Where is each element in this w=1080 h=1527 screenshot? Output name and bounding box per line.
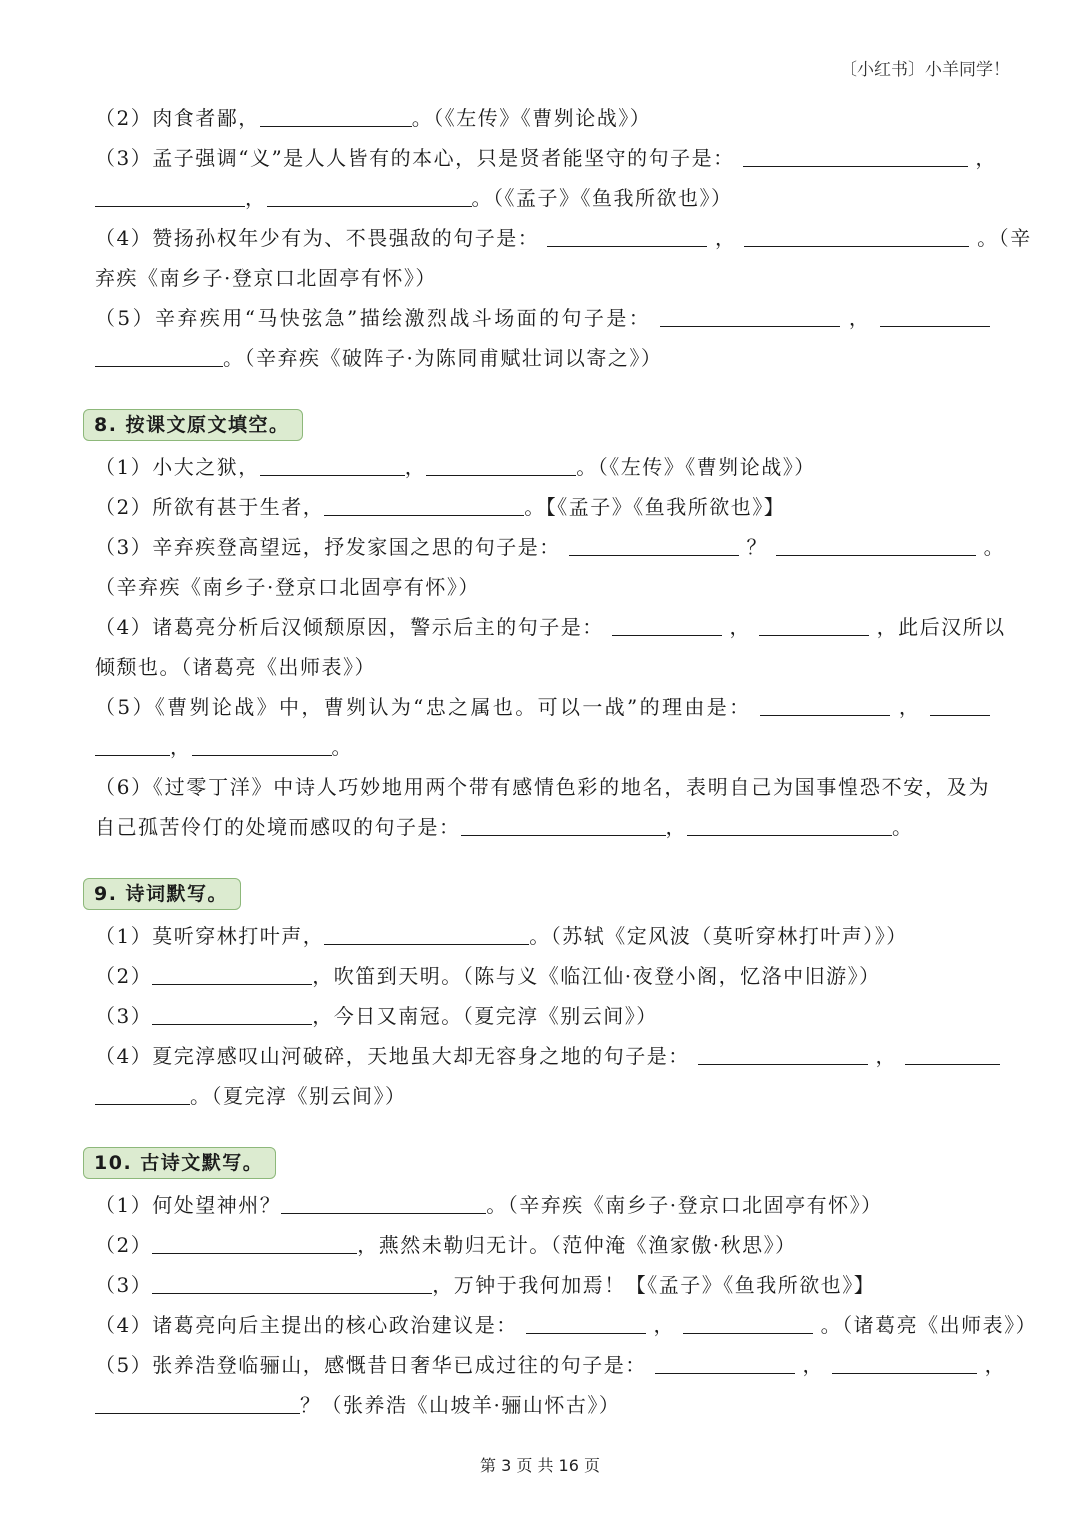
- answer-blank[interactable]: [260, 449, 405, 476]
- question-line: （2）肉食者鄙， 。（《左传》《曹刿论战》）: [95, 98, 990, 138]
- answer-blank[interactable]: [95, 1387, 300, 1414]
- answer-blank[interactable]: [930, 689, 990, 716]
- question-line: （4）诸葛亮向后主提出的核心政治建议是： ， 。（诸葛亮《出师表》）: [95, 1305, 990, 1345]
- question-line: （1）小大之狱， ， 。（《左传》《曹刿论战》）: [95, 447, 990, 487]
- answer-blank[interactable]: [95, 729, 170, 756]
- answer-blank[interactable]: [760, 689, 890, 716]
- page-number: 第 3 页 共 16 页: [480, 1456, 600, 1475]
- question-line: ， 。: [95, 727, 990, 767]
- question-line: 倾颓也。（诸葛亮《出师表》）: [95, 655, 376, 679]
- answer-blank[interactable]: [152, 958, 312, 985]
- answer-blank[interactable]: [281, 1187, 486, 1214]
- question-line: （5）辛弃疾用“马快弦急”描绘激烈战斗场面的句子是： ，: [95, 298, 990, 338]
- answer-blank[interactable]: [832, 1347, 977, 1374]
- answer-blank[interactable]: [324, 918, 529, 945]
- watermark: 〔小红书〕小羊同学！: [840, 60, 1010, 80]
- answer-blank[interactable]: [612, 609, 722, 636]
- section-title: 9. 诗词默写。: [83, 878, 241, 910]
- answer-blank[interactable]: [426, 449, 576, 476]
- question-line: （2） ，吹笛到天明。（陈与义《临江仙·夜登小阁，忆洛中旧游》）: [95, 956, 990, 996]
- answer-blank[interactable]: [744, 220, 969, 247]
- question-line: ， 。（《孟子》《鱼我所欲也》）: [95, 178, 990, 218]
- answer-blank[interactable]: [547, 220, 707, 247]
- answer-blank[interactable]: [698, 1038, 868, 1065]
- answer-blank[interactable]: [569, 529, 739, 556]
- answer-blank[interactable]: [267, 180, 472, 207]
- worksheet: [94, 98, 1038, 1425]
- answer-blank[interactable]: [152, 998, 312, 1025]
- question-line: （3）孟子强调“义”是人人皆有的本心，只是贤者能坚守的句子是： ，: [95, 138, 990, 178]
- question-line: （2） ，燕然未勒归无计。（范仲淹《渔家傲·秋思》）: [95, 1225, 990, 1265]
- answer-blank[interactable]: [95, 1078, 190, 1105]
- answer-blank[interactable]: [260, 100, 412, 127]
- question-line: （1）何处望神州？ 。（辛弃疾《南乡子·登京口北固亭有怀》）: [95, 1185, 990, 1225]
- question-line: 。（辛弃疾《破阵子·为陈同甫赋壮词以寄之》）: [95, 338, 990, 378]
- question-line: ？（张养浩《山坡羊·骊山怀古》）: [95, 1385, 990, 1425]
- answer-blank[interactable]: [152, 1227, 357, 1254]
- answer-blank[interactable]: [905, 1038, 1000, 1065]
- answer-blank[interactable]: [743, 140, 968, 167]
- answer-blank[interactable]: [526, 1307, 646, 1334]
- question-line: 自己孤苦伶仃的处境而感叹的句子是： ， 。: [95, 807, 990, 847]
- section-title: 10. 古诗文默写。: [83, 1147, 276, 1179]
- answer-blank[interactable]: [655, 1347, 795, 1374]
- question-line: （6）《过零丁洋》中诗人巧妙地用两个带有感情色彩的地名，表明自己为国事惶恐不安，及为: [95, 775, 990, 799]
- answer-blank[interactable]: [776, 529, 976, 556]
- answer-blank[interactable]: [683, 1307, 813, 1334]
- question-line: （2）所欲有甚于生者， 。【《孟子》《鱼我所欲也》】: [95, 487, 990, 527]
- question-line: （4）夏完淳感叹山河破碎，天地虽大却无容身之地的句子是： ，: [95, 1036, 990, 1076]
- question-line: 弃疾《南乡子·登京口北固亭有怀》）: [95, 266, 437, 290]
- question-line: （1）莫听穿林打叶声， 。（苏轼《定风波（莫听穿林打叶声）》）: [95, 916, 990, 956]
- answer-blank[interactable]: [324, 489, 524, 516]
- answer-blank[interactable]: [759, 609, 869, 636]
- answer-blank[interactable]: [152, 1267, 432, 1294]
- section-title: 8. 按课文原文填空。: [83, 409, 303, 441]
- question-line: （3）辛弃疾登高望远，抒发家国之思的句子是： ？ 。: [95, 527, 990, 567]
- answer-blank[interactable]: [880, 300, 990, 327]
- question-line: （3） ，今日又南冠。（夏完淳《别云间》）: [95, 996, 990, 1036]
- answer-blank[interactable]: [95, 180, 245, 207]
- question-line: （3） ，万钟于我何加焉！【《孟子》《鱼我所欲也》】: [95, 1265, 990, 1305]
- question-line: 。（夏完淳《别云间》）: [95, 1076, 990, 1116]
- question-line: （辛弃疾《南乡子·登京口北固亭有怀》）: [95, 575, 480, 599]
- question-line: （4）赞扬孙权年少有为、不畏强敌的句子是： ， 。（辛: [95, 218, 990, 258]
- question-line: （4）诸葛亮分析后汉倾颓原因，警示后主的句子是： ， ，此后汉所以: [95, 607, 990, 647]
- answer-blank[interactable]: [192, 729, 332, 756]
- answer-blank[interactable]: [687, 809, 892, 836]
- answer-blank[interactable]: [461, 809, 666, 836]
- answer-blank[interactable]: [95, 340, 223, 367]
- answer-blank[interactable]: [660, 300, 840, 327]
- question-line: （5）张养浩登临骊山，感慨昔日奢华已成过往的句子是： ， ，: [95, 1345, 990, 1385]
- question-line: （5）《曹刿论战》中，曹刿认为“忠之属也。可以一战”的理由是： ，: [95, 687, 990, 727]
